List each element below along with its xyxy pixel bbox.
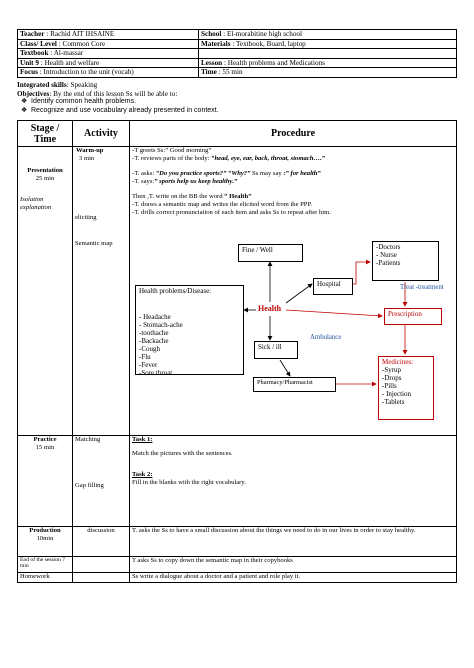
objective-item: ❖ Recognize and use vocabulary already presented in context. [21, 106, 219, 114]
class-cell: Class/ Level : Common Core [18, 39, 199, 49]
skills-line: Integrated skills: Speaking [17, 81, 98, 89]
end-procedure: T asks Ss to copy down the semantic map in their copybooks [130, 557, 457, 573]
activity-header: Activity [73, 121, 130, 147]
production-activity: discussion [73, 527, 130, 557]
presentation-stage: Presentation 25 min Isolation explanation [18, 147, 73, 436]
production-stage: Production 10min [18, 527, 73, 557]
pharmacy-box: Pharmacy/Pharmacist [253, 377, 336, 392]
unit-cell: Unit 9 : Health and welfare [18, 58, 199, 68]
school-cell: School : El-morabitine high school [199, 30, 457, 40]
ambulance-label: Ambulance [310, 334, 342, 341]
practice-stage: Practice 15 min [18, 436, 73, 527]
diamond-bullet-icon: ❖ [21, 106, 28, 114]
empty-cell [199, 49, 457, 59]
objectives: Objectives: By the end of this lesson Ss will be able to: ❖ Identify common health problems. ❖ Recognize and use vocabulary already presented in context. [17, 90, 457, 115]
practice-procedure: Task 1: Match the pictures with the sentences. Task 2: Fill in the blanks with the right vocabulary. [130, 436, 457, 527]
teacher-cell: Teacher : Rachid AIT IHSAINE [18, 30, 199, 40]
header-table [17, 29, 457, 78]
health-problems-box: Health problems/Disease: - Headache - Stomach-ache -toothache -Backache -Cough -Flu -Fever -Sore throat [135, 285, 244, 375]
hospital-box: Hospital [313, 278, 353, 295]
production-procedure: T. asks the Ss to have a small discussion about the things we need to do in our lives in order to stay healthy. [130, 527, 457, 557]
end-activity [73, 557, 130, 573]
medicines-box: Medicines: -Syrup -Drops -Pills - Injection -Tablets [378, 356, 434, 420]
fine-well-box: Fine / Well [238, 244, 303, 262]
treat-label: Treat -treatment [400, 284, 444, 291]
sick-ill-box: Sick / ill [254, 341, 298, 359]
objective-item: ❖ Identify common health problems. [21, 98, 137, 106]
procedure-header: Procedure [130, 121, 457, 147]
presentation-procedure: -T greets Ss:” Good morning” -T. reviews parts of the body: “head, eye, ear, back, throat, stomach….” -T. asks: “Do you practice sports?” “Why?” Ss may say :” for health” -T. says:” sports help us keep healthy.” Then ,T. write on the BB the word “ Health” -T. draws a semantic map and writes the elicited word from the PPP. -T. drills correct pronunciation of each item and asks Ss to repeat after him. [130, 147, 457, 436]
prescription-box: Prescription [384, 308, 442, 325]
end-stage: End of the session 7 min [18, 557, 73, 573]
health-center: Health [258, 304, 282, 313]
presentation-activity: Warm-up 3 min eliciting Semantic map [73, 147, 130, 436]
homework-procedure: Ss write a dialogue about a doctor and a patient and role play it. [130, 573, 457, 583]
practice-activity: Matching Gap filling [73, 436, 130, 527]
stage-header: Stage / Time [18, 121, 73, 147]
lesson-cell: Lesson : Health problems and Medications [199, 58, 457, 68]
doctors-box: -Doctors - Nurse -Patients [372, 241, 439, 281]
textbook-cell: Textbook : Al-massar [18, 49, 199, 59]
homework-stage: Homework [18, 573, 73, 583]
focus-cell: Focus : Introduction to the unit (vocab) [18, 68, 199, 78]
materials-cell: Materials : Textbook, Board, laptop [199, 39, 457, 49]
diamond-bullet-icon: ❖ [21, 98, 28, 106]
homework-activity [73, 573, 130, 583]
time-cell: Time : 55 min [199, 68, 457, 78]
